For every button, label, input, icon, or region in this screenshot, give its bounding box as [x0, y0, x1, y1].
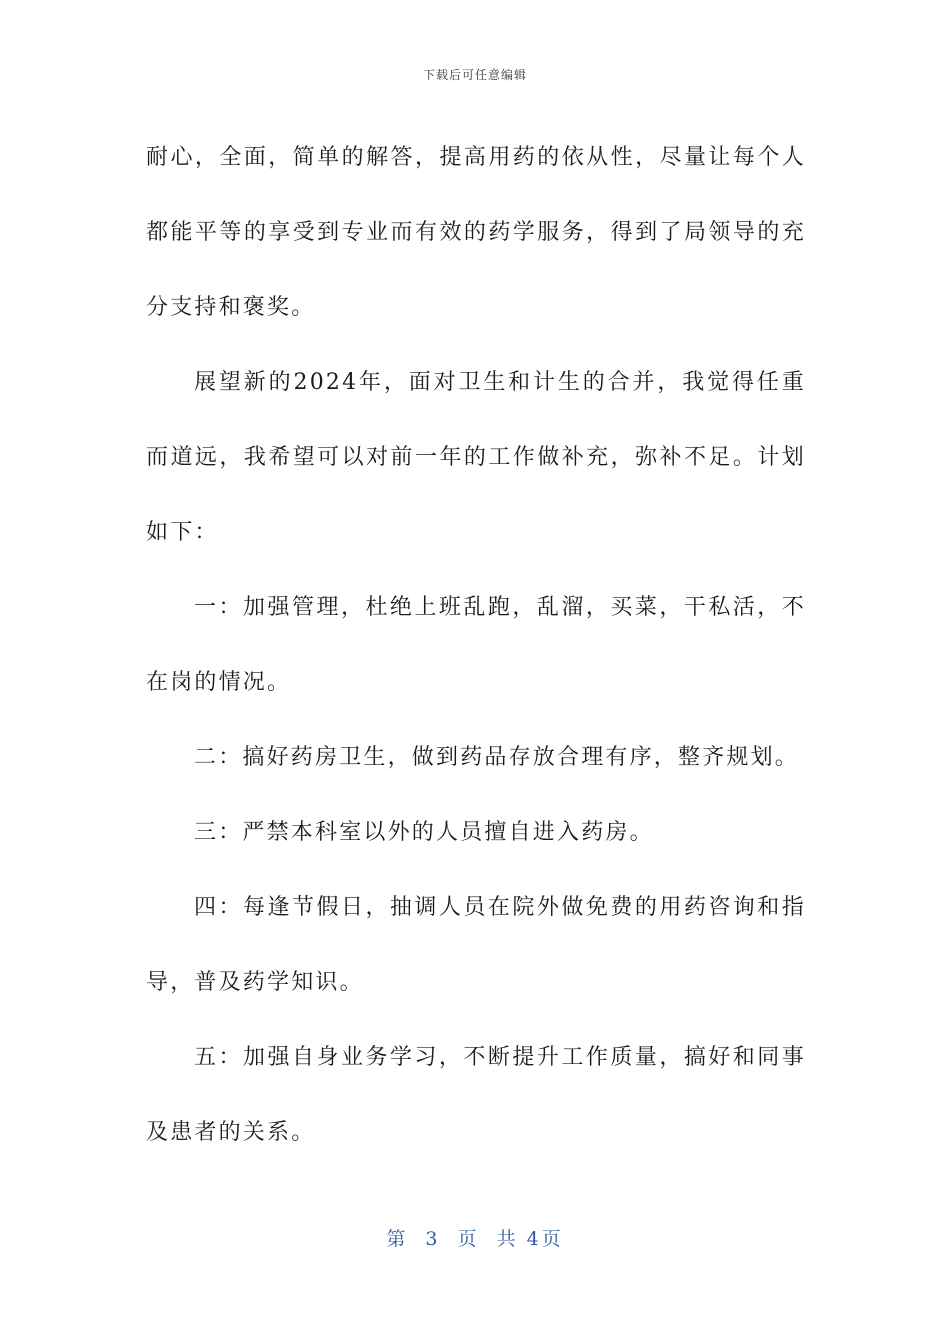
- plan-item-2: 二：搞好药房卫生，做到药品存放合理有序，整齐规划。: [194, 745, 800, 770]
- page-label: 第: [386, 1228, 409, 1250]
- total-label: 共: [496, 1228, 519, 1250]
- plan-item-1: 一：加强管理，杜绝上班乱跑，乱溜，买菜，干私活，不在岗的情况。: [146, 595, 806, 695]
- plan-item-5: 五：加强自身业务学习，不断提升工作质量，搞好和同事及患者的关系。: [146, 1045, 806, 1145]
- plan-item-3: 三：严禁本科室以外的人员擅自进入药房。: [194, 820, 654, 845]
- paragraph-continuation: 耐心，全面，简单的解答，提高用药的依从性，尽量让每个人都能平等的享受到专业而有效的药学服务，得到了局领导的充分支持和褒奖。: [146, 145, 806, 320]
- page-number: 3: [425, 1228, 441, 1250]
- plan-item-4: 四：每逢节假日，抽调人员在院外做免费的用药咨询和指导，普及药学知识。: [146, 895, 806, 995]
- page-header: 下载后可任意编辑: [422, 68, 527, 82]
- document-body: [146, 120, 806, 1170]
- page-footer: [0, 1224, 950, 1251]
- page-suffix: 页: [457, 1228, 480, 1250]
- total-pages: 4页: [526, 1228, 564, 1250]
- paragraph-outlook: 展望新的2024年，面对卫生和计生的合并，我觉得任重而道远，我希望可以对前一年的工作做补充，弥补不足。计划如下：: [146, 370, 806, 545]
